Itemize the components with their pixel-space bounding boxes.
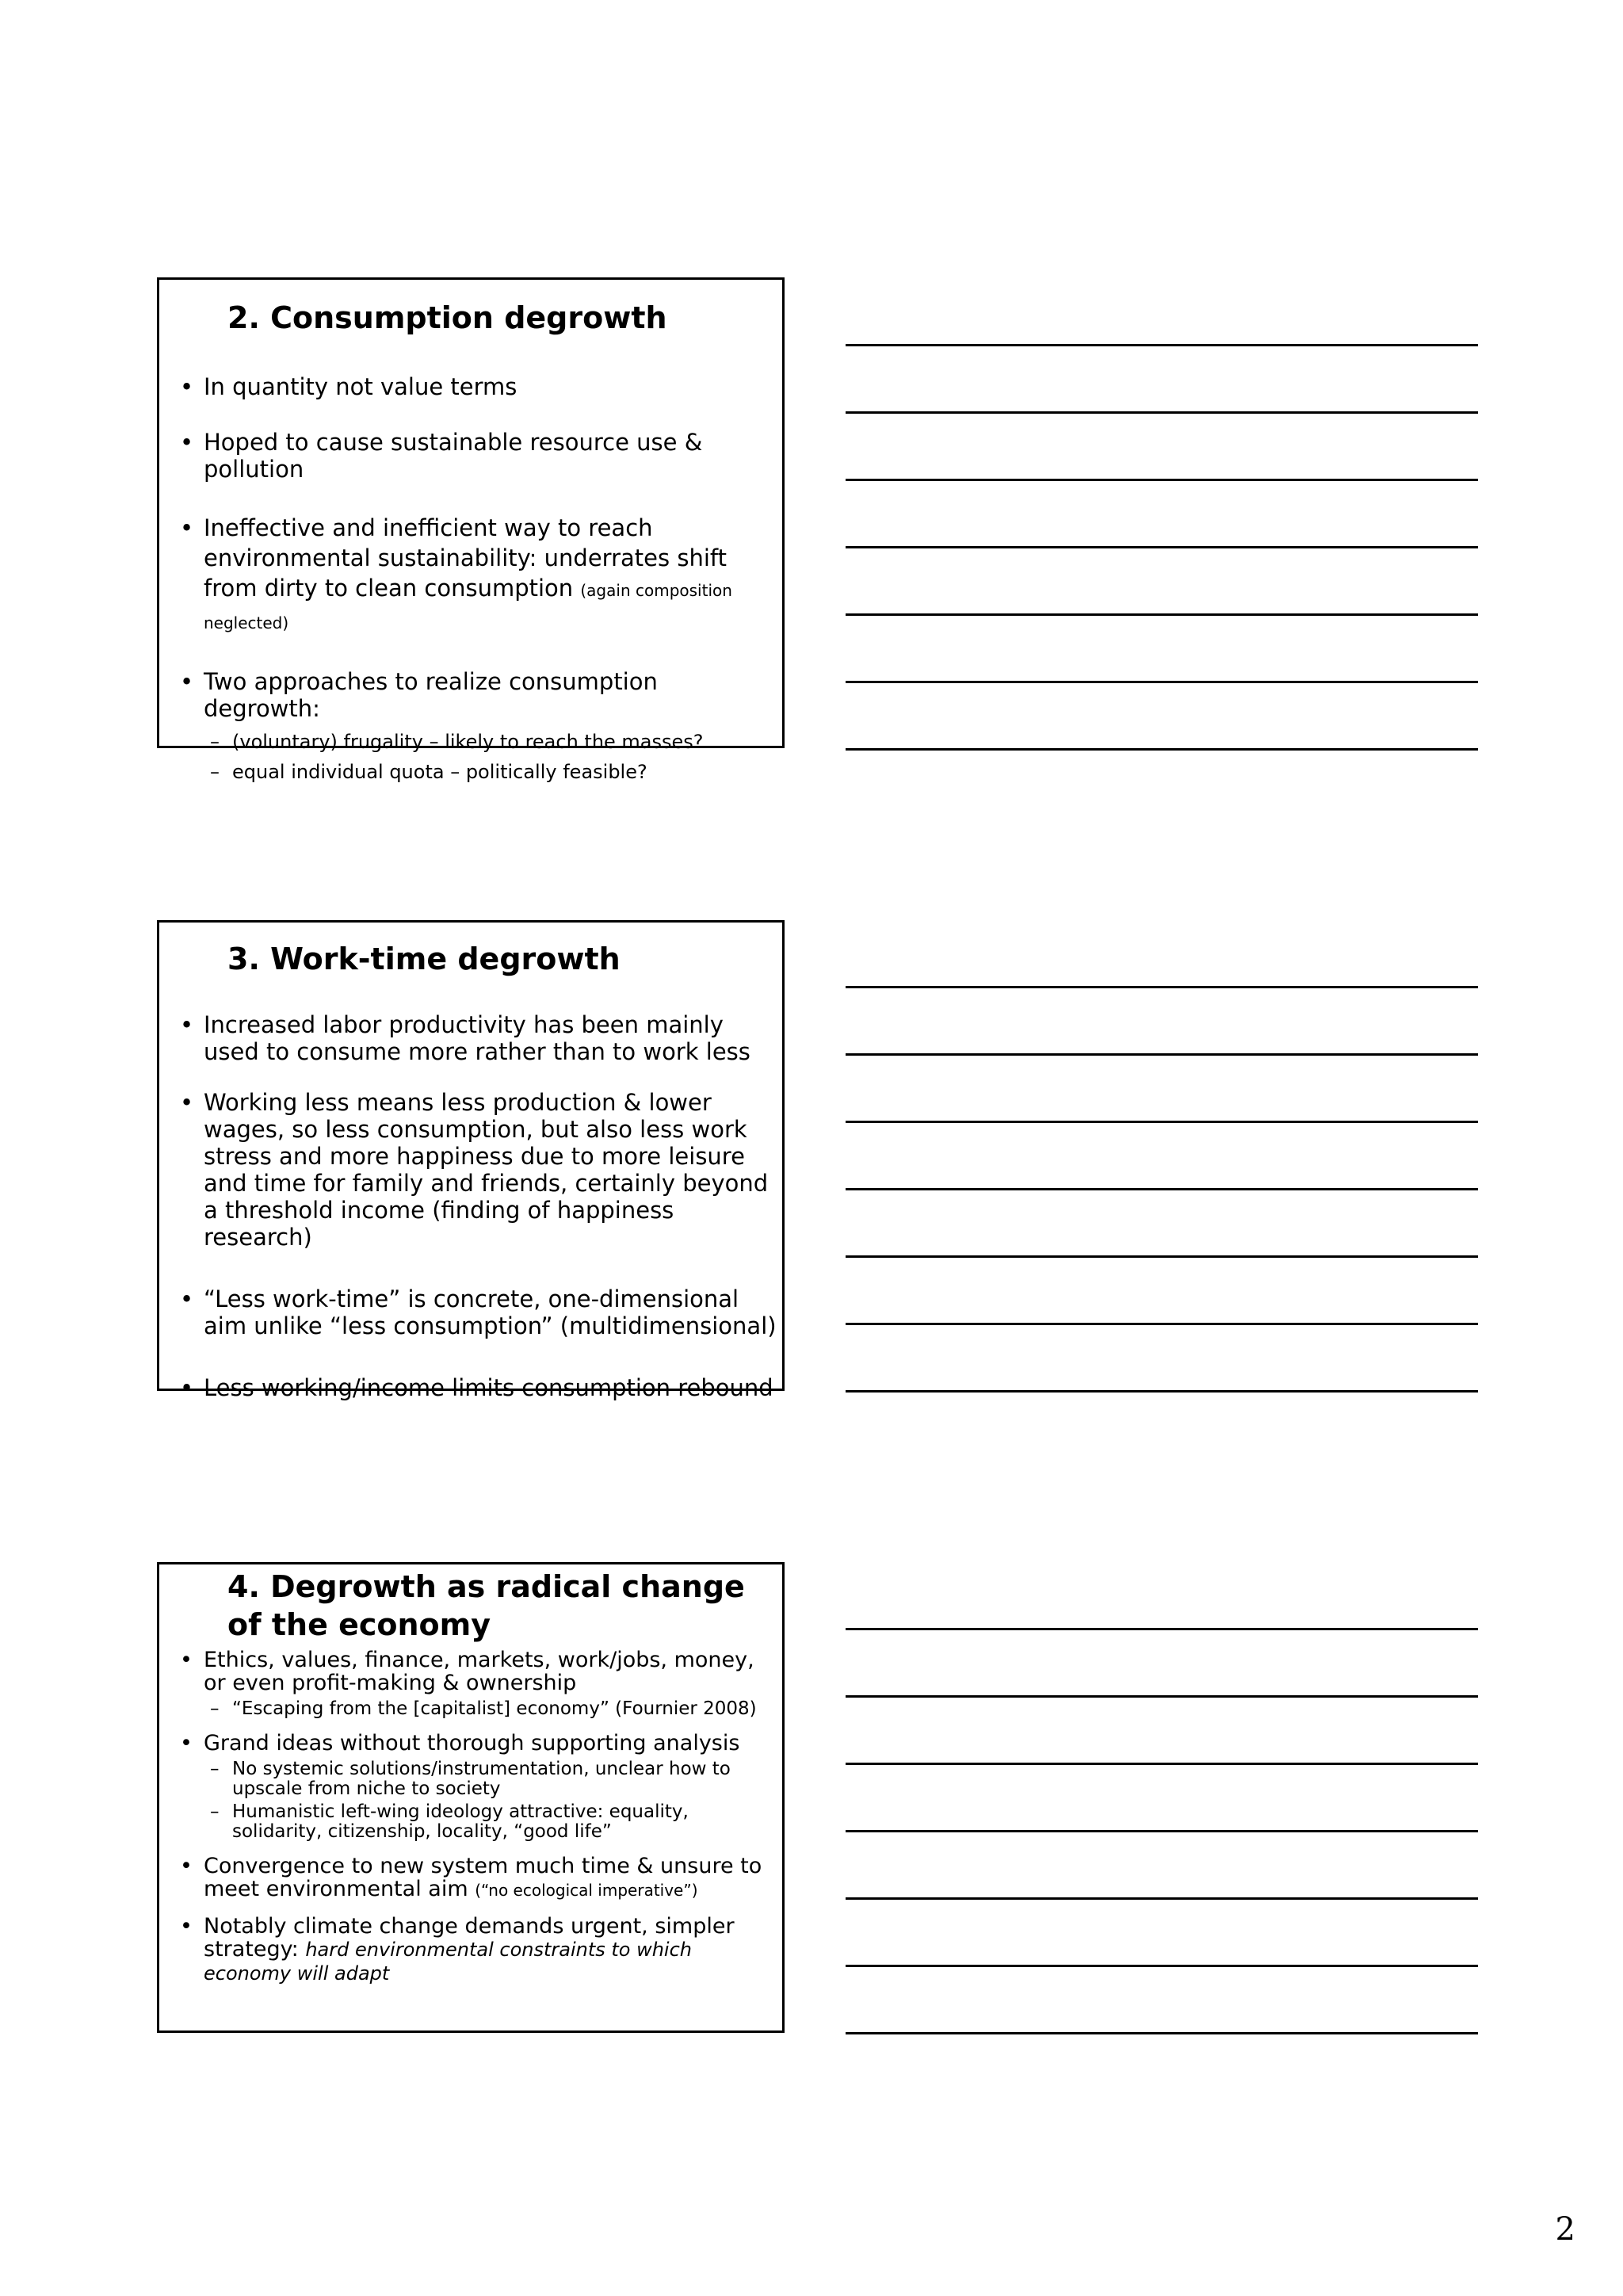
note-line bbox=[846, 411, 1478, 414]
note-line bbox=[846, 613, 1478, 616]
slide-title: 2. Consumption degrowth bbox=[227, 300, 667, 335]
slide-title: 4. Degrowth as radical change of the economy bbox=[227, 1569, 745, 1642]
note-line bbox=[846, 1053, 1478, 1056]
bullet-note: (“no ecological imperative”) bbox=[475, 1881, 698, 1900]
slide-work-time-degrowth bbox=[157, 920, 785, 1401]
bullet-item: • Convergence to new system much time & unsure to meet environmental aim (“no ecological imperative”) bbox=[180, 1855, 777, 1902]
bullet-item: • Two approaches to realize consumption degrowth: – (voluntary) frugality – likely to reach the masses? – equal individual quota – politically feasible? bbox=[180, 668, 777, 787]
sub-bullet-item: – No systemic solutions/instrumentation, unclear how to upscale from niche to society bbox=[204, 1759, 777, 1799]
note-line bbox=[846, 1897, 1478, 1900]
page-number: 2 bbox=[1555, 2211, 1575, 2248]
sub-bullet-item: – “Escaping from the [capitalist] economy” (Fournier 2008) bbox=[204, 1699, 777, 1719]
note-line bbox=[846, 344, 1478, 346]
sub-bullet-list bbox=[204, 727, 777, 787]
slide-title: 3. Work-time degrowth bbox=[227, 942, 621, 976]
bullet-item: • Ethics, values, finance, markets, work/jobs, money, or even profit-making & ownership – “Escaping from the [capitalist] economy” (Fournier 2008) bbox=[180, 1648, 777, 1719]
note-line bbox=[846, 748, 1478, 751]
bullet-item: • Working less means less production & lower wages, so less consumption, but also less work stress and more happiness due to more leisure and time for family and friends, certainly beyond a threshold income (finding of happiness research) bbox=[180, 1089, 777, 1251]
bullet-item: • Increased labor productivity has been mainly used to consume more rather than to work less bbox=[180, 1011, 777, 1065]
note-line bbox=[846, 986, 1478, 988]
note-line bbox=[846, 479, 1478, 481]
bullet-item: • Ineffective and inefficient way to reach environmental sustainability: underrates shift from dirty to clean consumption (again composition neglected) bbox=[180, 513, 777, 638]
bullet-list bbox=[180, 1648, 777, 1998]
slide-radical-change bbox=[157, 1562, 785, 2033]
bullet-list bbox=[180, 373, 777, 808]
note-line bbox=[846, 1323, 1478, 1325]
note-line bbox=[846, 1188, 1478, 1190]
note-line bbox=[846, 1121, 1478, 1123]
bullet-emphasis: hard environmental constraints to which economy will adapt bbox=[204, 1939, 693, 1985]
note-line bbox=[846, 546, 1478, 548]
note-line bbox=[846, 1695, 1478, 1698]
note-line bbox=[846, 681, 1478, 683]
bullet-item: • Hoped to cause sustainable resource use & pollution bbox=[180, 429, 777, 483]
note-line bbox=[846, 1763, 1478, 1765]
note-line bbox=[846, 1390, 1478, 1392]
bullet-item: • Notably climate change demands urgent, simpler strategy: hard environmental constraints to which economy will adapt bbox=[180, 1915, 777, 1985]
note-line bbox=[846, 1830, 1478, 1832]
sub-bullet-item: – Humanistic left-wing ideology attractive: equality, solidarity, citizenship, locality, “good life” bbox=[204, 1802, 777, 1842]
note-line bbox=[846, 1255, 1478, 1258]
sub-bullet-list bbox=[204, 1759, 777, 1842]
sub-bullet-item: – equal individual quota – politically feasible? bbox=[204, 757, 777, 787]
sub-bullet-list bbox=[204, 1699, 777, 1719]
bullet-note: (again composition neglected) bbox=[204, 581, 732, 632]
bullet-item: • “Less work-time” is concrete, one-dimensional aim unlike “less consumption” (multidimensional) bbox=[180, 1286, 777, 1339]
slide-consumption-degrowth bbox=[157, 277, 785, 783]
note-line bbox=[846, 1628, 1478, 1630]
sub-bullet-item: – (voluntary) frugality – likely to reach the masses? bbox=[204, 727, 777, 757]
note-line bbox=[846, 1965, 1478, 1967]
bullet-list bbox=[180, 1011, 777, 1422]
bullet-item: • Grand ideas without thorough supporting analysis – No systemic solutions/instrumentation, unclear how to upscale from niche to society – Humanistic left-wing ideology attractive: equality, solidarity, citizenship, locality, “good life” bbox=[180, 1732, 777, 1842]
note-line bbox=[846, 2032, 1478, 2034]
bullet-item: • In quantity not value terms bbox=[180, 373, 777, 400]
bullet-item: • Less working/income limits consumption rebound bbox=[180, 1374, 777, 1401]
